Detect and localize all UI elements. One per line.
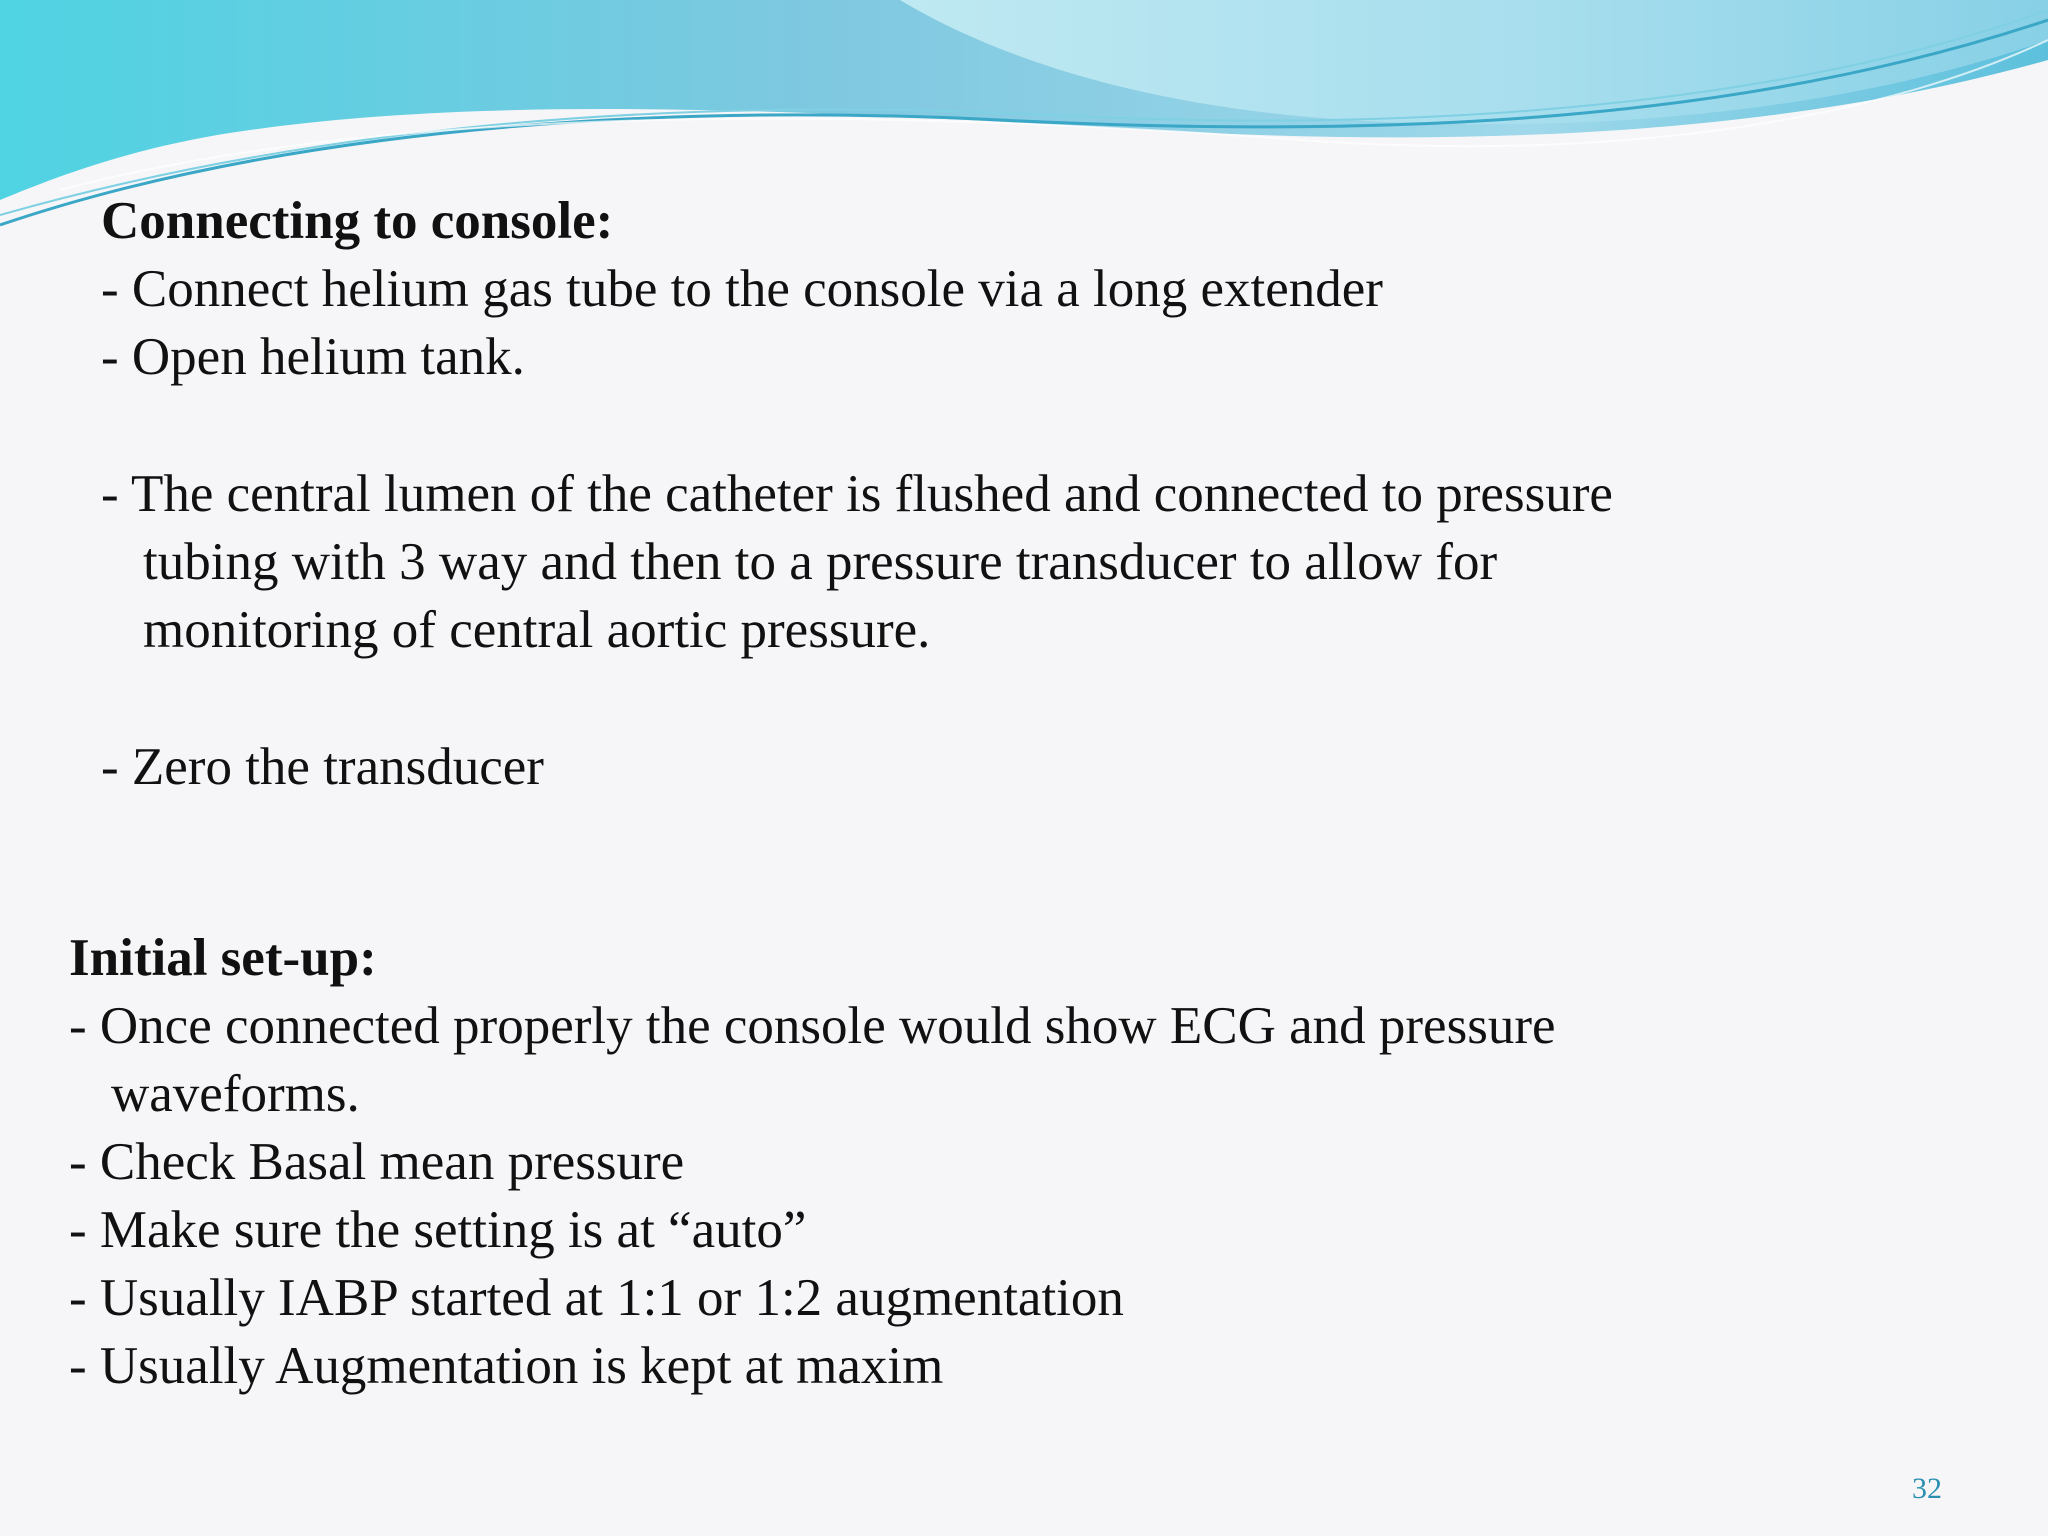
bullet-check-basal: - Check Basal mean pressure (69, 1133, 685, 1191)
bullet-central-lumen-cont1: tubing with 3 way and then to a pressure transducer to allow for (143, 533, 1498, 591)
bullet-once-connected-cont: waveforms. (111, 1065, 360, 1123)
bullet-once-connected: - Once connected properly the console would show ECG and pressure (69, 997, 1556, 1055)
bullet-augmentation-maxim: - Usually Augmentation is kept at maxim (69, 1337, 944, 1395)
bullet-central-lumen: - The central lumen of the catheter is flushed and connected to pressure (101, 465, 1613, 523)
section-heading-initial-setup: Initial set-up: (69, 929, 377, 987)
bullet-setting-auto: - Make sure the setting is at “auto” (69, 1201, 807, 1259)
bullet-iabp-started: - Usually IABP started at 1:1 or 1:2 augmentation (69, 1269, 1124, 1327)
bullet-connect-helium: - Connect helium gas tube to the console via a long extender (101, 260, 1383, 318)
bullet-central-lumen-cont2: monitoring of central aortic pressure. (143, 601, 931, 659)
bullet-zero-transducer: - Zero the transducer (101, 738, 544, 796)
bullet-open-tank: - Open helium tank. (101, 328, 525, 386)
section-heading-connecting: Connecting to console: (101, 192, 614, 250)
page-number: 32 (1912, 1472, 1942, 1505)
